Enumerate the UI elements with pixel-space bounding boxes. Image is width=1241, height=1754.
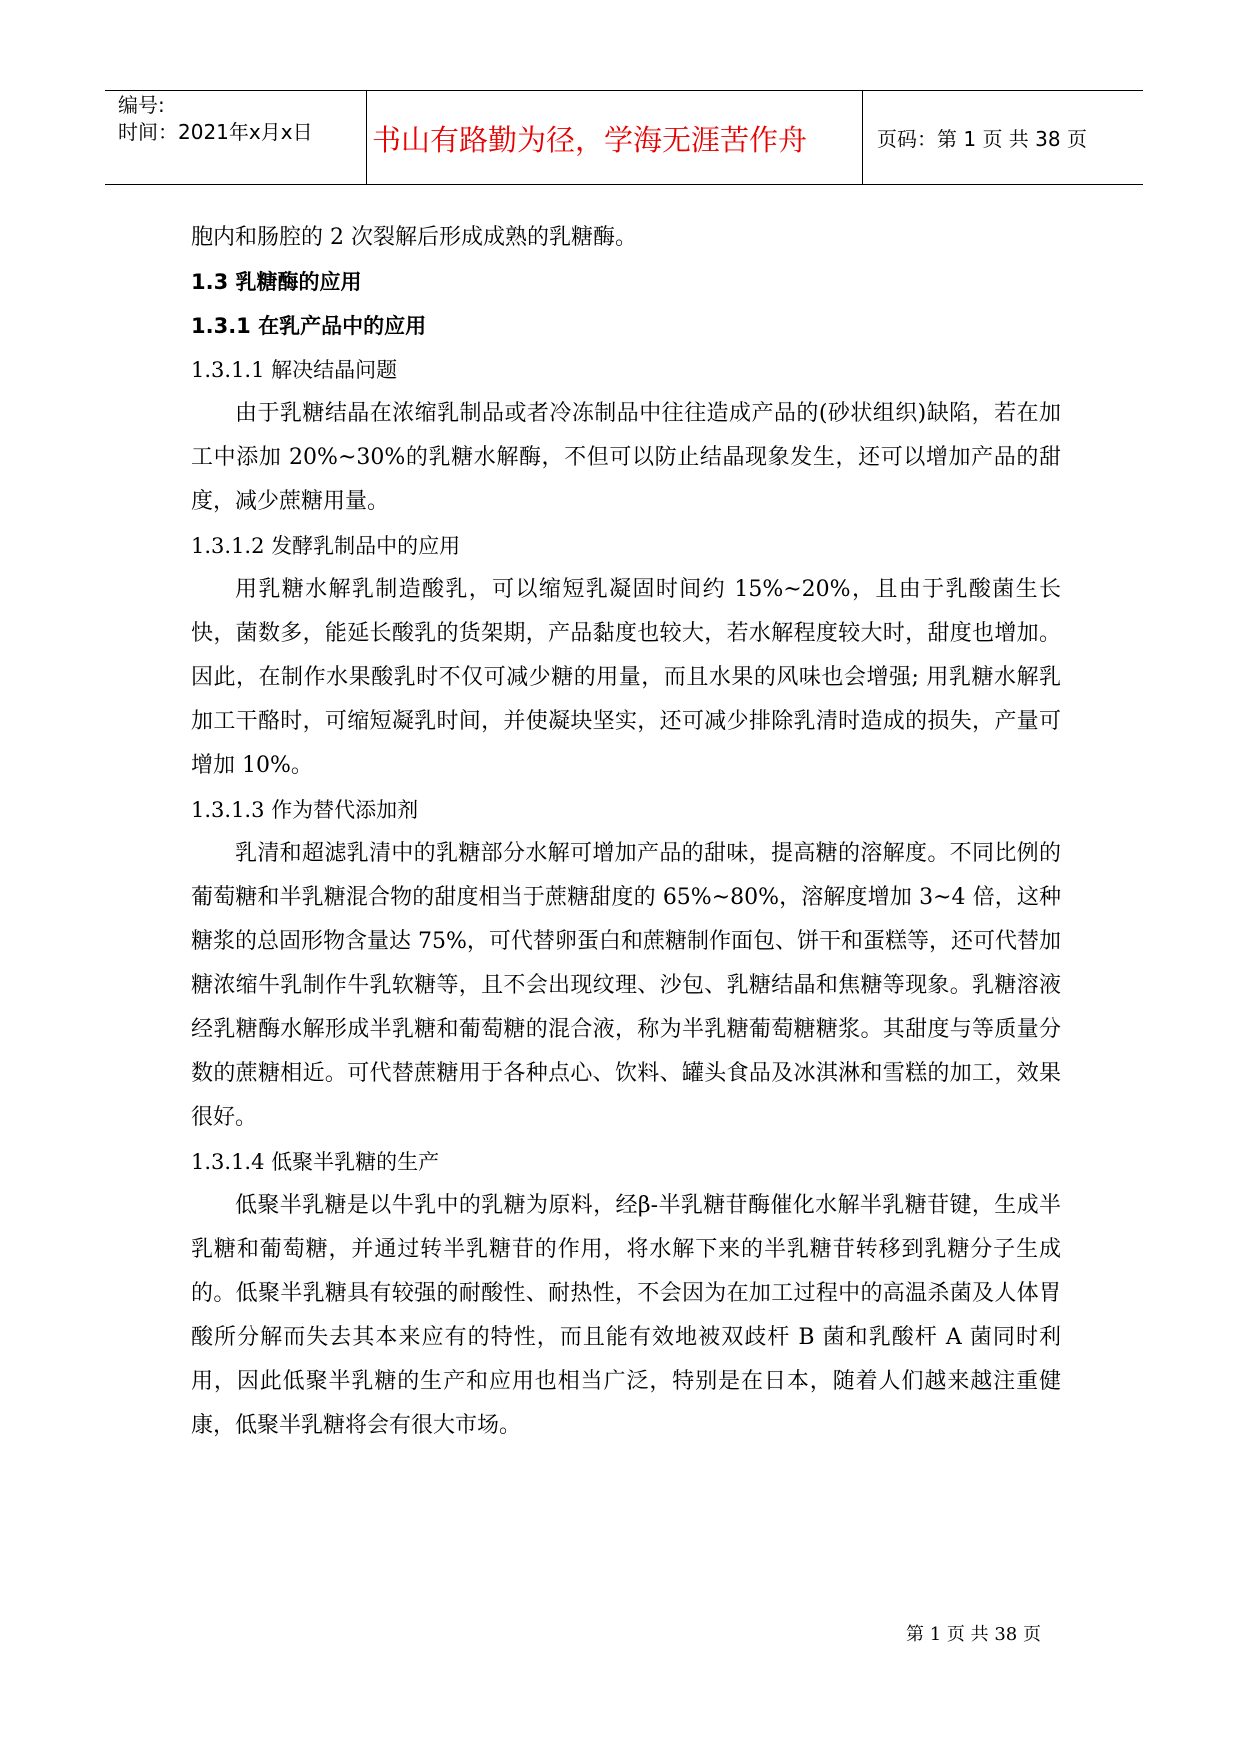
- header-divider-right: [862, 90, 863, 184]
- section-heading-1-3-1-2: 1.3.1.2 发酵乳制品中的应用: [191, 534, 461, 558]
- paragraph-crystallization: 由于乳糖结晶在浓缩乳制品或者冷冻制品中往往造成产品的(砂状组织)缺陷，若在加工中添加 20%~30%的乳糖水解酶，不但可以防止结晶现象发生，还可以增加产品的甜度，减少蔗糖用量。: [191, 401, 1061, 514]
- paragraph-galacto-oligosaccharide: 低聚半乳糖是以牛乳中的乳糖为原料，经β-半乳糖苷酶催化水解半乳糖苷键，生成半乳糖和葡萄糖，并通过转半乳糖苷的作用，将水解下来的半乳糖苷转移到乳糖分子生成的。低聚半乳糖具有较强的耐酸性、耐热性，不会因为在加工过程中的高温杀菌及人体胃酸所分解而失去其本来应有的特性，而且能有效地被双歧杆 B 菌和乳酸杆 A 菌同时利用，因此低聚半乳糖的生产和应用也相当广泛，特别是在日本，随着人们越来越注重健康，低聚半乳糖将会有很大市场。: [191, 1193, 1061, 1438]
- section-heading-1-3-1-4: 1.3.1.4 低聚半乳糖的生产: [191, 1150, 440, 1174]
- header-top-rule: [105, 90, 1143, 91]
- section-heading-1-3-1-1: 1.3.1.1 解决结晶问题: [191, 358, 398, 382]
- footer-page-number: 第 1 页 共 38 页: [906, 1624, 1041, 1645]
- section-heading-1-3: 1.3 乳糖酶的应用: [191, 270, 362, 294]
- document-time-label: 时间：2021年x月x日: [118, 120, 313, 144]
- intro-line: 胞内和肠腔的 2 次裂解后形成成熟的乳糖酶。: [191, 225, 637, 250]
- header-bottom-rule: [105, 184, 1143, 185]
- document-body: [191, 216, 1061, 1448]
- header-motto: 书山有路勤为径，学海无涯苦作舟: [372, 123, 808, 157]
- section-heading-1-3-1-3: 1.3.1.3 作为替代添加剂: [191, 798, 419, 822]
- paragraph-fermented-dairy: 用乳糖水解乳制造酸乳，可以缩短乳凝固时间约 15%~20%，且由于乳酸菌生长快，菌数多，能延长酸乳的货架期，产品黏度也较大，若水解程度较大时，甜度也增加。因此，在制作水果酸乳时不仅可减少糖的用量，而且水果的风味也会增强; 用乳糖水解乳加工干酪时，可缩短凝乳时间，并使凝块坚实，还可减少排除乳清时造成的损失，产量可增加 10%。: [191, 577, 1061, 778]
- header-meta: [118, 92, 313, 146]
- header-divider-left: [366, 90, 367, 184]
- header-page-number: 页码：第 1 页 共 38 页: [877, 127, 1087, 151]
- section-heading-1-3-1: 1.3.1 在乳产品中的应用: [191, 314, 427, 338]
- document-number-label: 编号:: [118, 93, 165, 117]
- paragraph-substitute-additive: 乳清和超滤乳清中的乳糖部分水解可增加产品的甜味，提高糖的溶解度。不同比例的葡萄糖和半乳糖混合物的甜度相当于蔗糖甜度的 65%~80%，溶解度增加 3~4 倍，这种糖浆的总固形物含量达 75%，可代替卵蛋白和蔗糖制作面包、饼干和蛋糕等，还可代替加糖浓缩牛乳制作牛乳软糖等，且不会出现纹理、沙包、乳糖结晶和焦糖等现象。乳糖溶液经乳糖酶水解形成半乳糖和葡萄糖的混合液，称为半乳糖葡萄糖糖浆。其甜度与等质量分数的蔗糖相近。可代替蔗糖用于各种点心、饮料、罐头食品及冰淇淋和雪糕的加工，效果很好。: [191, 841, 1061, 1130]
